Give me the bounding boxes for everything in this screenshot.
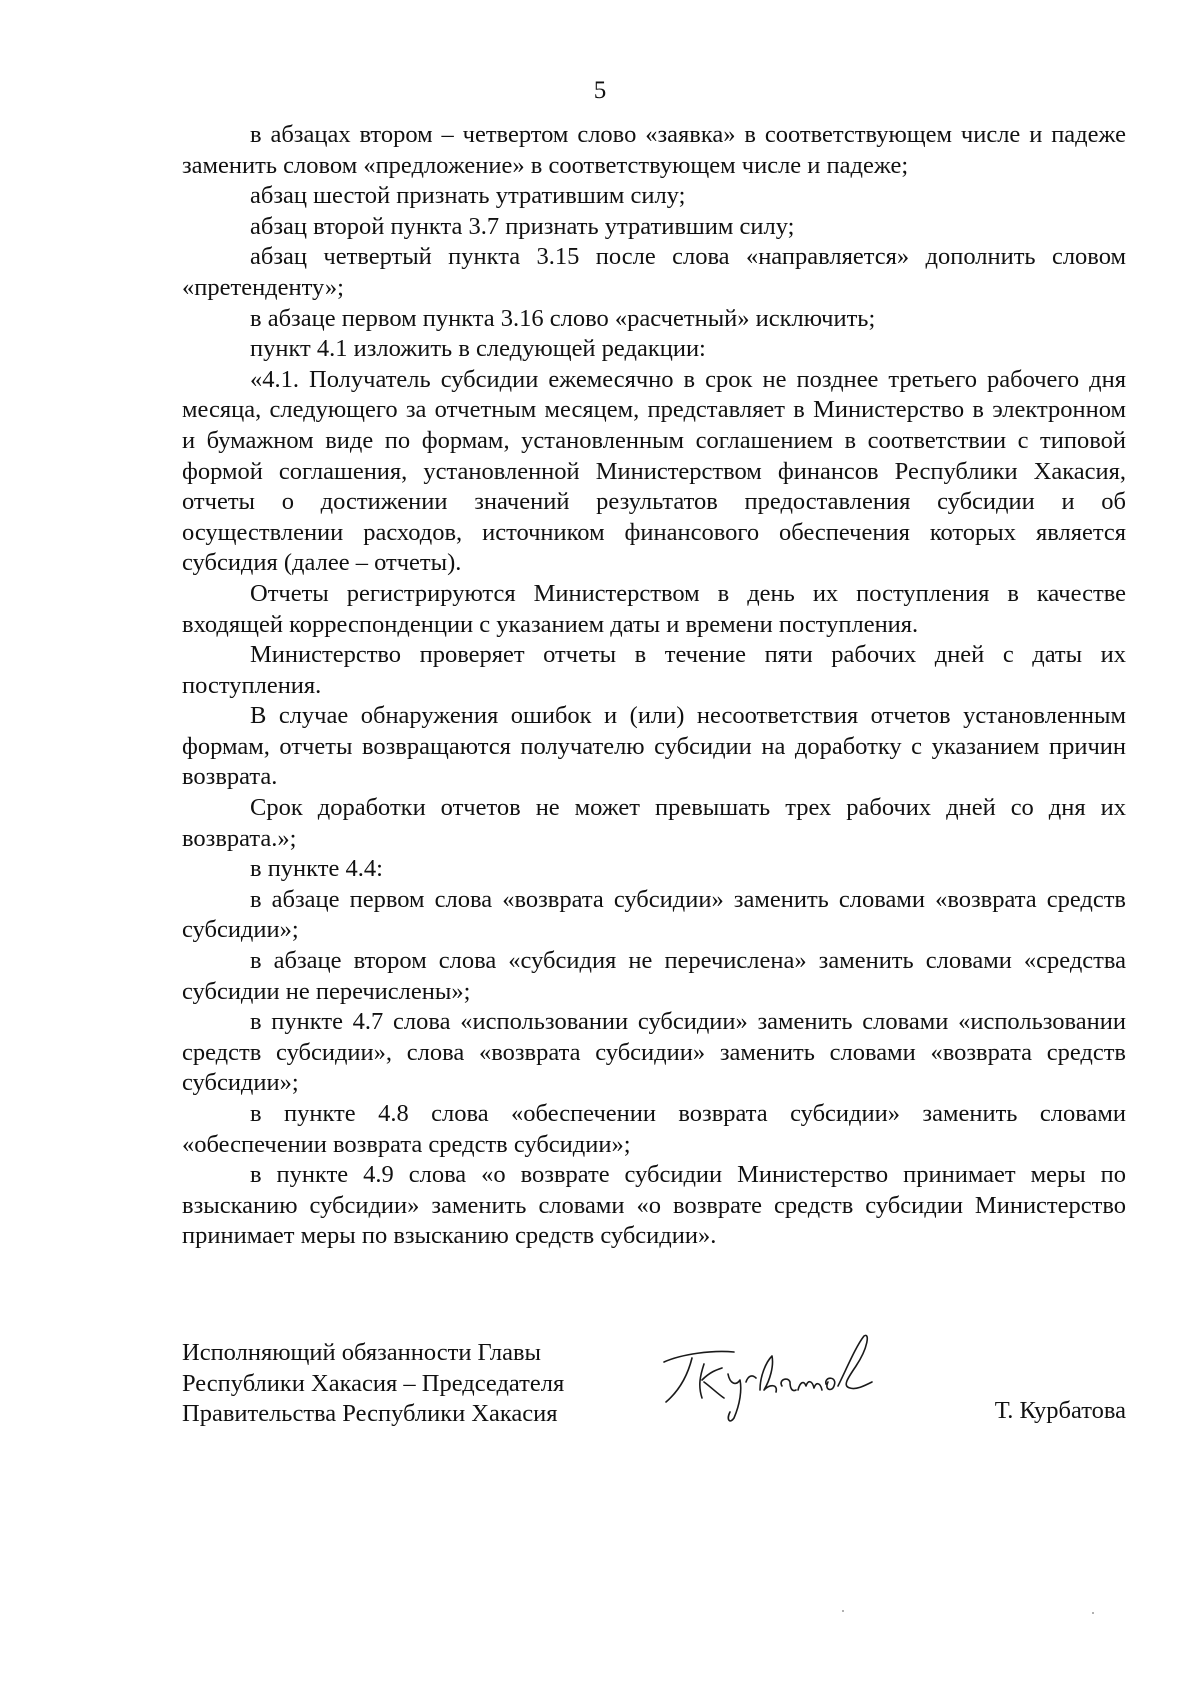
paragraph-17: в пункте 4.9 слова «о возврате субсидии Министерство принимает меры по взысканию субсидии» заменить словами «о возврате средств субсидии Министерство принимает меры по взысканию средств субсидии». bbox=[182, 1161, 1126, 1250]
signer-title-line-1: Исполняющий обязанности Главы bbox=[182, 1339, 542, 1366]
paragraph-1: в абзацах втором – четвертом слово «заявка» в соответствующем числе и падеже заменить словом «предложение» в соответствующем числе и падеже; bbox=[182, 121, 1126, 179]
paragraph-4: абзац четвертый пункта 3.15 после слова «направляется» дополнить словом «претенденту»; bbox=[182, 243, 1126, 301]
scan-speck bbox=[842, 1610, 844, 1612]
signer-title-line-2: Республики Хакасия – Председателя bbox=[182, 1369, 565, 1397]
paragraph-5: в абзаце первом пункта 3.16 слово «расчетный» исключить; bbox=[250, 304, 876, 332]
paragraph-13: в абзаце первом слова «возврата субсидии» заменить словами «возврата средств субсидии»; bbox=[182, 885, 1126, 944]
paragraph-7: «4.1. Получатель субсидии ежемесячно в срок не позднее третьего рабочего дня месяца, следующего за отчетным месяцем, представляет в Министерство в электронном и бумажном виде по формам, установленным соглашением в соответствии с типовой формой соглашения, установленной Министерством финансов Республики Хакасия, отчеты о достижении значений результатов предоставления субсидии и об осуществлении расходов, источником финансового обеспечения которых является субсидия (далее – отчеты). bbox=[182, 365, 1126, 577]
paragraph-16: в пункте 4.8 слова «обеспечении возврата субсидии» заменить словами «обеспечении возврата средств субсидии»; bbox=[182, 1100, 1126, 1158]
document-body bbox=[182, 120, 1126, 1252]
paragraph-10: В случае обнаружения ошибок и (или) несоответствия отчетов установленным формам, отчеты возвращаются получателю субсидии на доработку с указанием причин возврата. bbox=[182, 702, 1126, 791]
paragraph-6: пункт 4.1 изложить в следующей редакции: bbox=[250, 335, 706, 363]
page-number: 5 bbox=[593, 77, 607, 104]
paragraph-2: абзац шестой признать утратившим силу; bbox=[250, 182, 686, 210]
paragraph-15: в пункте 4.7 слова «использовании субсидии» заменить словами «использовании средств субсидии», слова «возврата субсидии» заменить словами «возврата средств субсидии»; bbox=[182, 1008, 1126, 1097]
scan-speck bbox=[1092, 1612, 1094, 1614]
signer-title bbox=[182, 1338, 632, 1430]
paragraph-3: абзац второй пункта 3.7 признать утратившим силу; bbox=[250, 212, 795, 240]
handwritten-signature bbox=[642, 1324, 882, 1424]
paragraph-11: Срок доработки отчетов не может превышать трех рабочих дней со дня их возврата.»; bbox=[182, 794, 1126, 852]
paragraph-8: Отчеты регистрируются Министерством в день их поступления в качестве входящей корреспонденции с указанием даты и времени поступления. bbox=[182, 579, 1126, 638]
paragraph-14: в абзаце втором слова «субсидия не перечислена» заменить словами «средства субсидии не перечислены»; bbox=[182, 947, 1126, 1005]
paragraph-9: Министерство проверяет отчеты в течение пяти рабочих дней с даты их поступления. bbox=[182, 641, 1126, 699]
paragraph-12: в пункте 4.4: bbox=[250, 855, 383, 883]
signer-title-line-3: Правительства Республики Хакасия bbox=[182, 1400, 558, 1428]
signature-block bbox=[182, 1338, 1126, 1458]
signer-name: Т. Курбатова bbox=[994, 1397, 1126, 1424]
